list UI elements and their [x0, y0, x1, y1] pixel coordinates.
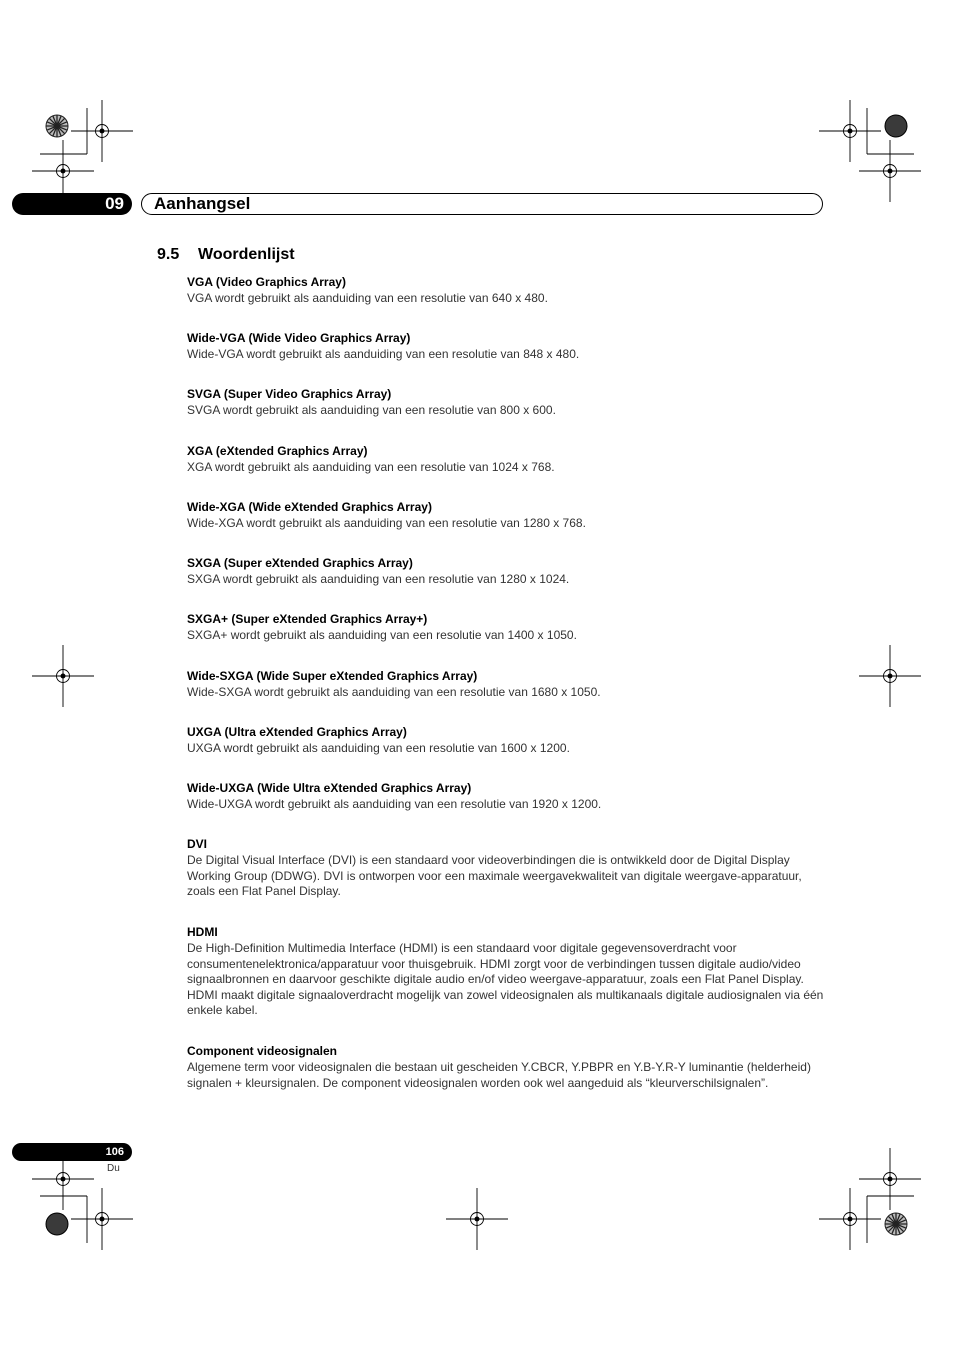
language-code: Du — [107, 1163, 120, 1174]
glossary-entry-wide-uxga — [187, 781, 827, 813]
glossary-entry-dvi — [187, 837, 827, 900]
glossary-definition: SXGA+ wordt gebruikt als aanduiding van een resolutie van 1400 x 1050. — [187, 628, 577, 642]
glossary-term: HDMI — [187, 925, 218, 939]
glossary-entry-wide-sxga — [187, 669, 827, 701]
glossary-definition: SXGA wordt gebruikt als aanduiding van een resolutie van 1280 x 1024. — [187, 572, 570, 586]
glossary-term: SVGA (Super Video Graphics Array) — [187, 387, 392, 401]
glossary-term: XGA (eXtended Graphics Array) — [187, 444, 368, 458]
glossary-entry-uxga — [187, 725, 827, 757]
chapter-number-tab — [12, 193, 132, 215]
chapter-title: Aanhangsel — [154, 194, 251, 213]
glossary-term: Wide-XGA (Wide eXtended Graphics Array) — [187, 500, 432, 514]
glossary-entry-sxga-plus — [187, 612, 827, 644]
glossary-term: Wide-UXGA (Wide Ultra eXtended Graphics Array) — [187, 781, 472, 795]
glossary-definition: De High-Definition Multimedia Interface (HDMI) is een standaard voor digitale gegevensoverdracht voor consumentenelektronica/apparatuur voor thuisgebruik. HDMI zorgt voor de verbindingen tussen digitale audio/video signaalbronnen en daarvoor geschikte digitale audio en/of video weergave-apparatuur, zoals een Flat Panel Display. HDMI maakt digitale signaaloverdracht mogelijk van zowel videosignalen als multikanaals digitale audiosignalen via één enkele kabel. — [187, 941, 824, 1018]
glossary-entry-vga — [187, 275, 827, 307]
glossary-entry-hdmi — [187, 925, 827, 1019]
glossary-term: Wide-VGA (Wide Video Graphics Array) — [187, 331, 411, 345]
glossary-definition: UXGA wordt gebruikt als aanduiding van een resolutie van 1600 x 1200. — [187, 741, 570, 755]
chapter-number: 09 — [105, 194, 124, 213]
glossary-definition: Algemene term voor videosignalen die bestaan uit gescheiden Y.CBCR, Y.PBPR en Y.B-Y.R-Y luminantie (helderheid) signalen + kleursignalen. De component videosignalen worden ook wel aangeduid als “kleurverschilsignalen”. — [187, 1060, 811, 1090]
glossary-entry-wide-xga — [187, 500, 827, 532]
glossary-definition: Wide-XGA wordt gebruikt als aanduiding van een resolutie van 1280 x 768. — [187, 516, 586, 530]
glossary-definition: De Digital Visual Interface (DVI) is een standaard voor videoverbindingen die is ontwikkeld door de Digital Display Working Group (DDWG). DVI is ontworpen voor een maximale weergavekwaliteit van digitale weergave-apparatuur, zoals een Flat Panel Display. — [187, 853, 802, 899]
glossary-definition: Wide-SXGA wordt gebruikt als aanduiding van een resolutie van 1680 x 1050. — [187, 685, 601, 699]
glossary-definition: VGA wordt gebruikt als aanduiding van een resolutie van 640 x 480. — [187, 291, 548, 305]
glossary-definition: Wide-VGA wordt gebruikt als aanduiding van een resolutie van 848 x 480. — [187, 347, 580, 361]
section-heading — [157, 246, 295, 264]
glossary-definition: XGA wordt gebruikt als aanduiding van een resolutie van 1024 x 768. — [187, 460, 555, 474]
glossary-entry-svga — [187, 387, 827, 419]
page-number-tab — [12, 1143, 132, 1161]
glossary-entry-sxga — [187, 556, 827, 588]
glossary-term: VGA (Video Graphics Array) — [187, 275, 346, 289]
glossary-term: UXGA (Ultra eXtended Graphics Array) — [187, 725, 407, 739]
glossary-term: Wide-SXGA (Wide Super eXtended Graphics Array) — [187, 669, 478, 683]
glossary-term: Component videosignalen — [187, 1044, 338, 1058]
glossary-term: SXGA+ (Super eXtended Graphics Array+) — [187, 612, 428, 626]
glossary-term: DVI — [187, 837, 208, 851]
glossary-definition: SVGA wordt gebruikt als aanduiding van een resolutie van 800 x 600. — [187, 403, 556, 417]
glossary-entry-xga — [187, 444, 827, 476]
section-number: 9.5 — [157, 246, 180, 263]
chapter-title-bar — [141, 193, 823, 215]
page-number: 106 — [105, 1146, 124, 1158]
glossary-entry-component-video — [187, 1044, 827, 1091]
glossary-term: SXGA (Super eXtended Graphics Array) — [187, 556, 413, 570]
glossary-definition: Wide-UXGA wordt gebruikt als aanduiding van een resolutie van 1920 x 1200. — [187, 797, 602, 811]
section-title: Woordenlijst — [198, 246, 295, 263]
glossary-entry-wide-vga — [187, 331, 827, 363]
